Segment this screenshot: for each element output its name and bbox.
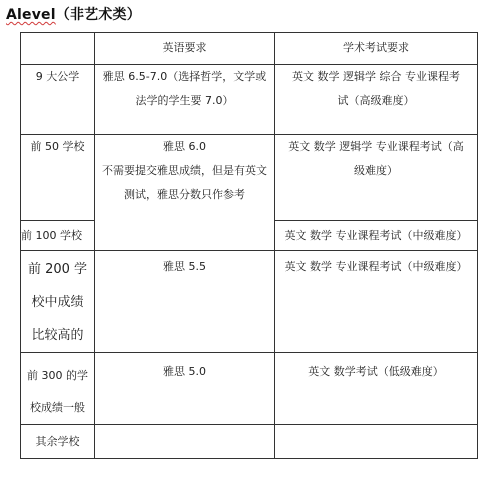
table-header-row: [21, 33, 478, 65]
header-cell-academic: [275, 33, 478, 65]
english-cell: [95, 65, 275, 135]
english-text: 雅思 5.0: [163, 365, 206, 378]
header-cell-empty: [21, 33, 95, 65]
english-cell: [95, 135, 275, 251]
academic-text: 英文 数学 专业课程考试（中级难度）: [284, 260, 468, 273]
academic-text: 英文 数学考试（低级难度）: [308, 365, 444, 378]
page-title: [6, 4, 141, 24]
english-text: 不需要提交雅思成绩，但是有英文: [102, 164, 267, 177]
english-text: 测试，雅思分数只作参考: [124, 188, 245, 201]
academic-text: [275, 425, 477, 449]
school-cell: [21, 221, 95, 251]
requirements-table: [20, 32, 478, 459]
academic-cell: [275, 135, 478, 221]
table-row: [21, 251, 478, 353]
academic-text: 英文 数学 专业课程考试（中级难度）: [284, 228, 468, 242]
title-prefix: Alevel: [6, 7, 56, 23]
school-cell: [21, 353, 95, 425]
school-label: 前 300 的学: [27, 369, 88, 382]
academic-cell: [275, 251, 478, 353]
english-text: 雅思 6.0: [163, 140, 206, 153]
table-row: [21, 135, 478, 221]
school-cell: [21, 251, 95, 353]
academic-cell: [275, 221, 478, 251]
school-label: 9 大公学: [35, 70, 80, 83]
english-cell: [95, 353, 275, 425]
header-academic-label: 学术考试要求: [343, 41, 409, 54]
school-label: 校中成绩: [31, 295, 84, 310]
academic-text: 英文 数学 逻辑学 综合 专业课程考: [292, 70, 460, 83]
english-cell: [95, 425, 275, 459]
school-cell: [21, 65, 95, 135]
academic-cell: [275, 65, 478, 135]
english-text: 雅思 5.5: [163, 260, 206, 273]
english-text: 雅思 6.5-7.0（选择哲学，文学或: [102, 70, 267, 83]
header-english-label: 英语要求: [162, 41, 207, 54]
header-cell-english: [95, 33, 275, 65]
school-label: 前 200 学: [27, 262, 88, 277]
english-text: [95, 425, 274, 449]
table-row: [21, 425, 478, 459]
school-label: 校成绩一般: [30, 401, 85, 414]
academic-cell: [275, 353, 478, 425]
english-text: 法学的学生要 7.0）: [135, 94, 234, 107]
school-label: 前 50 学校: [30, 140, 85, 153]
table-row: [21, 65, 478, 135]
english-cell: [95, 251, 275, 353]
school-label: 其余学校: [35, 434, 80, 448]
school-cell: [21, 135, 95, 221]
table-row: [21, 353, 478, 425]
school-label: 比较高的: [31, 328, 84, 343]
academic-cell: [275, 425, 478, 459]
academic-text: 试（高级难度）: [337, 94, 415, 107]
school-label: 前 100 学校: [21, 228, 82, 242]
school-cell: [21, 425, 95, 459]
academic-text: 级难度）: [354, 164, 398, 177]
academic-text: 英文 数学 逻辑学 专业课程考试（高: [288, 140, 464, 153]
title-suffix: （非艺术类）: [55, 7, 141, 23]
